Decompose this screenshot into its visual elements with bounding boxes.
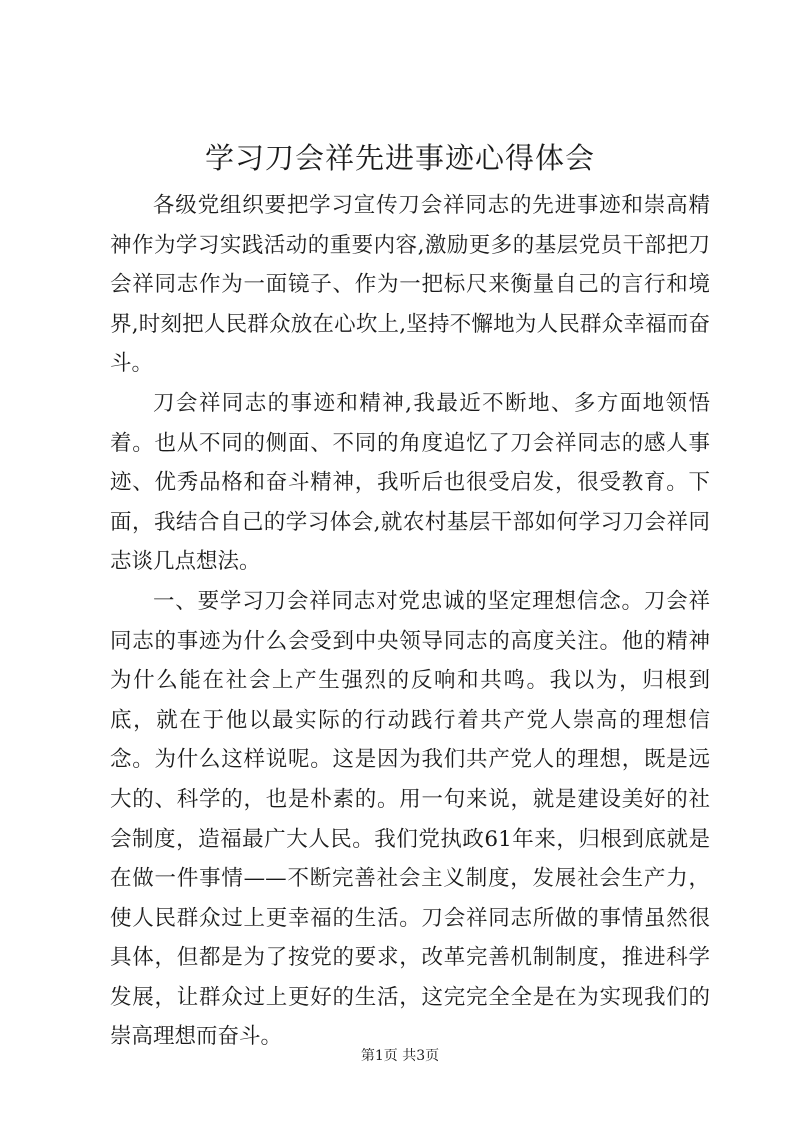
document-body bbox=[110, 186, 710, 1057]
paragraph-3: 一、要学习刀会祥同志对党忠诚的坚定理想信念。刀会祥同志的事迹为什么会受到中央领导同志的高度关注。他的精神为什么能在社会上产生强烈的反响和共鸣。我以为，归根到底，就在于他以最实际的行动践行着共产党人崇高的理想信念。为什么这样说呢。这是因为我们共产党人的理想，既是远大的、科学的，也是朴素的。用一句来说，就是建设美好的社会制度，造福最广大人民。我们党执政61年来，归根到底就是在做一件事情——不断完善社会主义制度，发展社会生产力，使人民群众过上更幸福的生活。刀会祥同志所做的事情虽然很具体，但都是为了按党的要求，改革完善机制制度，推进科学发展，让群众过上更好的生活，这完完全全是在为实现我们的崇高理想而奋斗。 bbox=[110, 588, 710, 1050]
document-title: 学习刀会祥先进事迹心得体会 bbox=[204, 141, 595, 175]
page-number-footer: 第1页 共3页 bbox=[360, 1048, 440, 1064]
paragraph-2: 刀会祥同志的事迹和精神,我最近不断地、多方面地领悟着。也从不同的侧面、不同的角度追忆了刀会祥同志的感人事迹、优秀品格和奋斗精神，我听后也很受启发，很受教育。下面，我结合自己的学习体会,就农村基层干部如何学习刀会祥同志谈几点想法。 bbox=[110, 390, 710, 575]
paragraph-1: 各级党组织要把学习宣传刀会祥同志的先进事迹和崇高精神作为学习实践活动的重要内容,激励更多的基层党员干部把刀会祥同志作为一面镜子、作为一把标尺来衡量自己的言行和境界,时刻把人民群众放在心坎上,坚持不懈地为人民群众幸福而奋斗。 bbox=[110, 193, 710, 377]
